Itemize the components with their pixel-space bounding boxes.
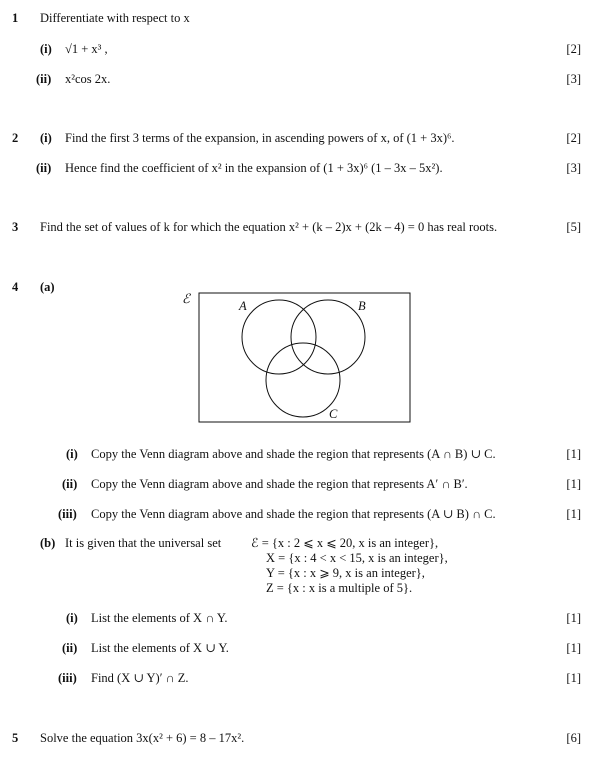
question-1-stem: Differentiate with respect to x bbox=[40, 11, 190, 25]
set-z-definition: Z = {x : x is a multiple of 5}. bbox=[266, 581, 413, 595]
q4a-part-i-text: Copy the Venn diagram above and shade the region that represents (A ∩ B) ∪ C. bbox=[91, 447, 496, 461]
set-b-label: B bbox=[358, 299, 366, 313]
universal-set-rectangle bbox=[199, 293, 410, 422]
set-y-definition: Y = {x : x ⩾ 9, x is an integer}, bbox=[266, 566, 425, 580]
q2-part-ii-text: Hence find the coefficient of x² in the expansion of (1 + 3x)⁶ (1 – 3x – 5x²). bbox=[65, 161, 443, 175]
q4b-part-ii-text: List the elements of X ∪ Y. bbox=[91, 641, 229, 655]
q2-part-i-marks: [2] bbox=[566, 131, 581, 145]
q4b-part-ii-marks: [1] bbox=[566, 641, 581, 655]
q2-part-ii-marks: [3] bbox=[566, 161, 581, 175]
q4b-part-iii-label: (iii) bbox=[58, 671, 77, 685]
set-x-definition: X = {x : 4 < x < 15, x is an integer}, bbox=[266, 551, 448, 565]
q2-part-i-label: (i) bbox=[40, 131, 52, 145]
q4a-part-iii-label: (iii) bbox=[58, 507, 77, 521]
question-number-1: 1 bbox=[12, 11, 19, 25]
q4b-part-i-text: List the elements of X ∩ Y. bbox=[91, 611, 228, 625]
q4a-part-i-marks: [1] bbox=[566, 447, 581, 461]
set-a-circle bbox=[242, 300, 316, 374]
question-5-marks: [6] bbox=[566, 731, 581, 745]
q4a-part-ii-text: Copy the Venn diagram above and shade the region that represents A′ ∩ B′. bbox=[91, 477, 468, 491]
question-number-4: 4 bbox=[12, 280, 19, 294]
q4b-part-iii-marks: [1] bbox=[566, 671, 581, 685]
q4-part-a-label: (a) bbox=[40, 280, 55, 294]
question-3-text: Find the set of values of k for which the equation x² + (k – 2)x + (2k – 4) = 0 has real roots. bbox=[40, 220, 498, 234]
q4-part-b-label: (b) bbox=[40, 536, 56, 550]
q1-part-i-text: √1 + x³ , bbox=[65, 42, 108, 56]
q1-part-ii-marks: [3] bbox=[566, 72, 581, 86]
question-number-3: 3 bbox=[12, 220, 19, 234]
question-number-5: 5 bbox=[12, 731, 19, 745]
q4a-part-ii-marks: [1] bbox=[566, 477, 581, 491]
question-number-2: 2 bbox=[12, 131, 19, 145]
q4a-part-ii-label: (ii) bbox=[62, 477, 78, 491]
q4a-part-iii-text: Copy the Venn diagram above and shade the region that represents (A ∪ B) ∩ C. bbox=[91, 507, 496, 521]
q1-part-ii-text: x²cos 2x. bbox=[65, 72, 111, 86]
q4b-part-iii-text: Find (X ∪ Y)′ ∩ Z. bbox=[91, 671, 189, 685]
q2-part-ii-label: (ii) bbox=[36, 161, 52, 175]
q4b-part-i-label: (i) bbox=[66, 611, 78, 625]
question-5-text: Solve the equation 3x(x² + 6) = 8 – 17x². bbox=[40, 731, 245, 745]
question-3-marks: [5] bbox=[566, 220, 581, 234]
q1-part-i-marks: [2] bbox=[566, 42, 581, 56]
universal-set-definition: ℰ = {x : 2 ⩽ x ⩽ 20, x is an integer}, bbox=[251, 536, 439, 550]
q4a-part-i-label: (i) bbox=[66, 447, 78, 461]
q1-part-i-label: (i) bbox=[40, 42, 52, 56]
q4b-intro: It is given that the universal set bbox=[65, 536, 222, 550]
q1-part-ii-label: (ii) bbox=[36, 72, 52, 86]
set-b-circle bbox=[291, 300, 365, 374]
q4b-part-ii-label: (ii) bbox=[62, 641, 78, 655]
set-c-label: C bbox=[329, 407, 338, 421]
q4a-part-iii-marks: [1] bbox=[566, 507, 581, 521]
q4b-part-i-marks: [1] bbox=[566, 611, 581, 625]
set-a-label: A bbox=[239, 299, 247, 313]
set-c-circle bbox=[266, 343, 340, 417]
universal-set-label: ℰ bbox=[182, 291, 190, 306]
q2-part-i-text: Find the first 3 terms of the expansion, in ascending powers of x, of (1 + 3x)⁶. bbox=[65, 131, 455, 145]
